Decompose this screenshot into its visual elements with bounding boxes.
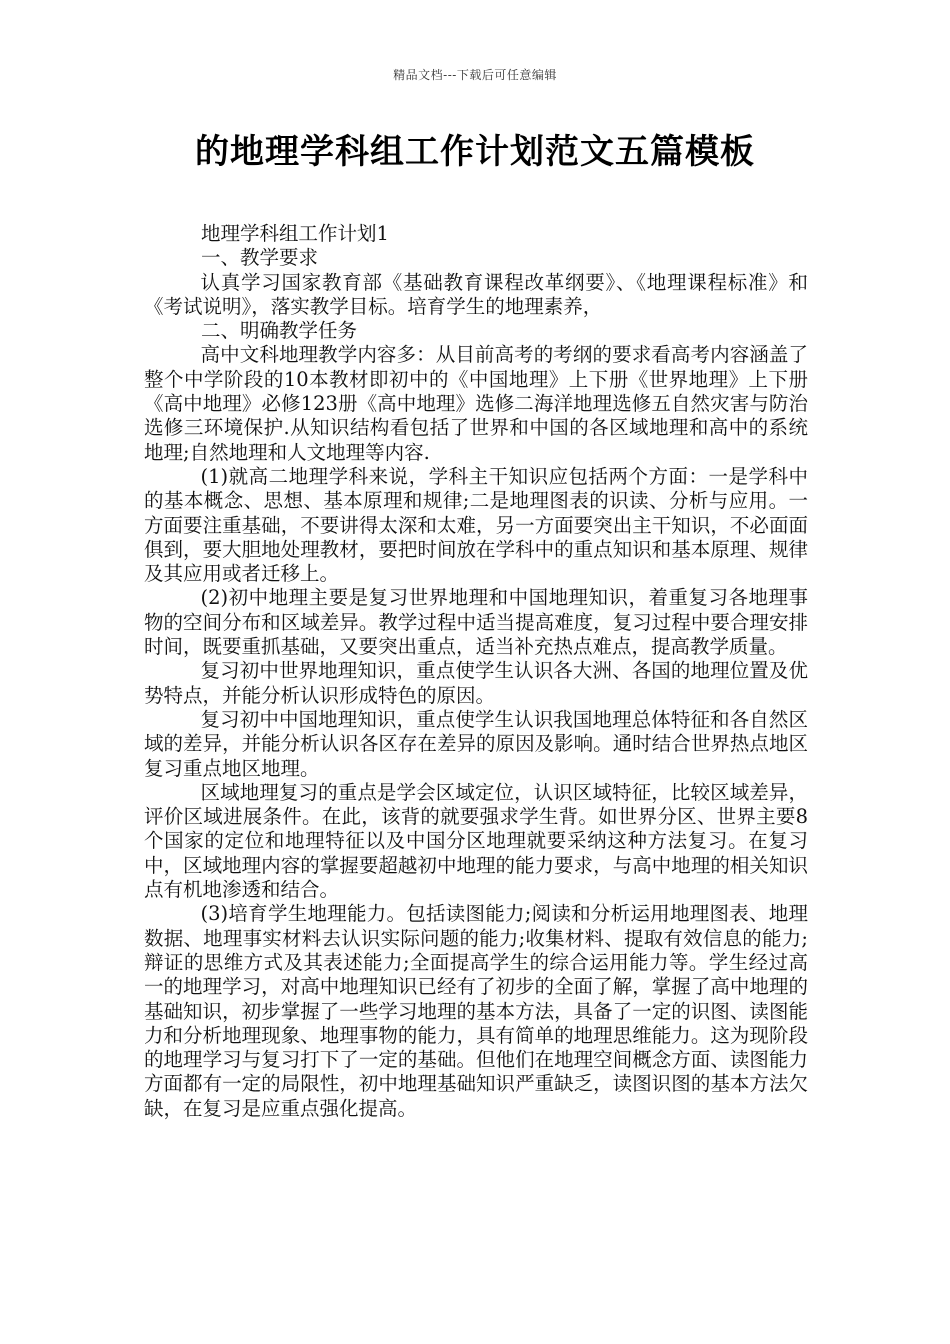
paragraph: 复习初中世界地理知识，重点使学生认识各大洲、各国的地理位置及优势特点，并能分析认识形成特色的原因。 — [144, 659, 808, 707]
paragraph: (3)培育学生地理能力。包括读图能力;阅读和分析运用地理图表、地理数据、地理事实材料去认识实际问题的能力;收集材料、提取有效信息的能力;辩证的思维方式及其表述能力;全面提高学生的综合运用能力等。学生经过高一的地理学习，对高中地理知识已经有了初步的全面了解，掌握了高中地理的基础知识，初步掌握了一些学习地理的基本方法，具备了一定的识图、读图能力和分析地理现象、地理事物的能力，具有简单的地理思维能力。这为现阶段的地理学习与复习打下了一定的基础。但他们在地理空间概念方面、读图能力方面都有一定的局限性，初中地理基础知识严重缺乏，读图识图的基本方法欠缺，在复习是应重点强化提高。 — [144, 902, 808, 1120]
paragraph: 复习初中中国地理知识，重点使学生认识我国地理总体特征和各自然区域的差异，并能分析认识各区存在差异的原因及影响。通时结合世界热点地区复习重点地区地理。 — [144, 707, 808, 780]
section-heading-1: 一、教学要求 — [201, 246, 319, 270]
paragraph: (2)初中地理主要是复习世界地理和中国地理知识，着重复习各地理事物的空间分布和区域差异。教学过程中适当提高难度，复习过程中要合理安排时间，既要重抓基础，又要突出重点，适当补充热点难点，提高教学质量。 — [144, 586, 808, 659]
page-header: 精品文档---下载后可任意编辑 — [393, 68, 557, 82]
paragraph: 认真学习国家教育部《基础教育课程改革纲要》、《地理课程标准》和《考试说明》，落实教学目标。培育学生的地理素养， — [144, 270, 808, 318]
plan-heading: 地理学科组工作计划1 — [201, 222, 389, 245]
document-body — [144, 222, 808, 1121]
paragraph: 区域地理复习的重点是学会区域定位，认识区域特征，比较区域差异，评价区域进展条件。在此，该背的就要强求学生背。如世界分区、世界主要8个国家的定位和地理特征以及中国分区地理就要采纳这种方法复习。在复习中，区域地理内容的掌握要超越初中地理的能力要求，与高中地理的相关知识点有机地渗透和结合。 — [144, 780, 808, 902]
paragraph: (1)就高二地理学科来说，学科主干知识应包括两个方面：一是学科中的基本概念、思想、基本原理和规律;二是地理图表的识读、分析与应用。一方面要注重基础，不要讲得太深和太难，另一方面要突出主干知识，不必面面俱到，要大胆地处理教材，要把时间放在学科中的重点知识和基本原理、规律及其应用或者迁移上。 — [144, 464, 808, 586]
section-heading-2: 二、明确教学任务 — [201, 319, 358, 343]
document-title: 的地理学科组工作计划范文五篇模板 — [195, 132, 755, 172]
paragraph: 高中文科地理教学内容多：从目前高考的考纲的要求看高考内容涵盖了整个中学阶段的10本教材即初中的《中国地理》上下册《世界地理》上下册《高中地理》必修123册《高中地理》选修二海洋地理选修五自然灾害与防治选修三环境保护.从知识结构看包括了世界和中国的各区域地理和高中的系统地理;自然地理和人文地理等内容. — [144, 343, 808, 464]
